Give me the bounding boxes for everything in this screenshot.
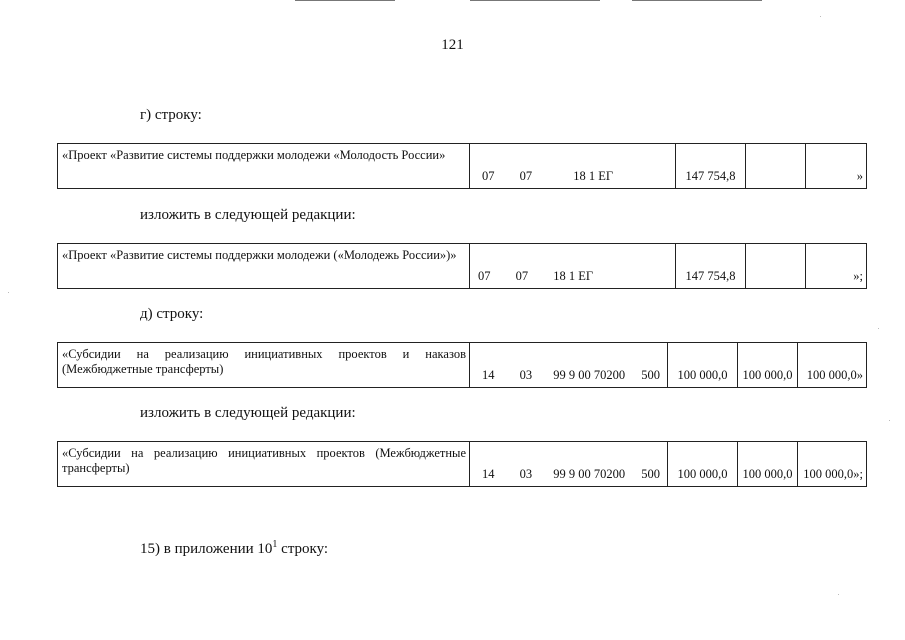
sum-1: 100 000,0 [668,343,738,388]
scan-line [632,0,762,1]
section-d-new-row [57,441,867,487]
sum-2: 100 000,0 [738,442,798,487]
code-pr: 03 [519,467,533,481]
item-15 [140,541,328,558]
code-vr: 500 [641,368,660,382]
section-g-intro: г) строку: [140,107,202,123]
scan-speck [838,594,839,595]
sum-3: » [806,144,867,189]
sum-2: 100 000,0 [738,343,798,388]
row-codes [470,144,676,189]
row-codes [470,244,676,289]
row-name: «Проект «Развитие системы поддержки молодежи «Молодость России» [58,144,470,189]
scan-speck [878,328,879,329]
row-name: «Проект «Развитие системы поддержки молодежи («Молодежь России»)» [58,244,470,289]
code-rz: 14 [482,368,495,382]
item-15-prefix: 15) в приложении 10 [140,541,273,557]
code-csr: 99 9 00 70200 [553,467,626,481]
scan-speck [8,292,9,293]
section-g-replace-text: изложить в следующей редакции: [140,207,356,223]
section-d-old-row [57,342,867,388]
sum-3: 100 000,0» [798,343,867,388]
item-15-superscript: 1 [272,539,278,550]
page-number: 121 [441,37,464,53]
sum-2 [746,144,806,189]
row-name: «Субсидии на реализацию инициативных проектов (Межбюджетные трансферты) [58,442,470,487]
section-g-new-row [57,243,867,289]
scan-speck [820,16,821,17]
code-csr: 18 1 ЕГ [573,169,614,183]
row-codes [470,343,668,388]
code-rz: 07 [478,269,491,283]
code-vr: 500 [641,467,660,481]
section-d-replace-text: изложить в следующей редакции: [140,405,356,421]
scan-speck [889,420,890,421]
section-g-old-row [57,143,867,189]
code-csr: 99 9 00 70200 [553,368,626,382]
row-name: «Субсидии на реализацию инициативных проектов и наказов (Межбюджетные трансферты) [58,343,470,388]
item-15-suffix: строку: [277,541,329,557]
code-pr: 07 [519,169,533,183]
sum-3: »; [806,244,867,289]
sum-2 [746,244,806,289]
sum-3: 100 000,0»; [798,442,867,487]
scan-line [470,0,600,1]
sum-1: 147 754,8 [676,244,746,289]
code-rz: 07 [482,169,495,183]
code-pr: 07 [515,269,529,283]
code-pr: 03 [519,368,533,382]
row-codes [470,442,668,487]
scan-line [295,0,395,1]
code-rz: 14 [482,467,495,481]
sum-1: 100 000,0 [668,442,738,487]
section-d-intro: д) строку: [140,306,204,322]
sum-1: 147 754,8 [676,144,746,189]
code-csr: 18 1 ЕГ [553,269,594,283]
